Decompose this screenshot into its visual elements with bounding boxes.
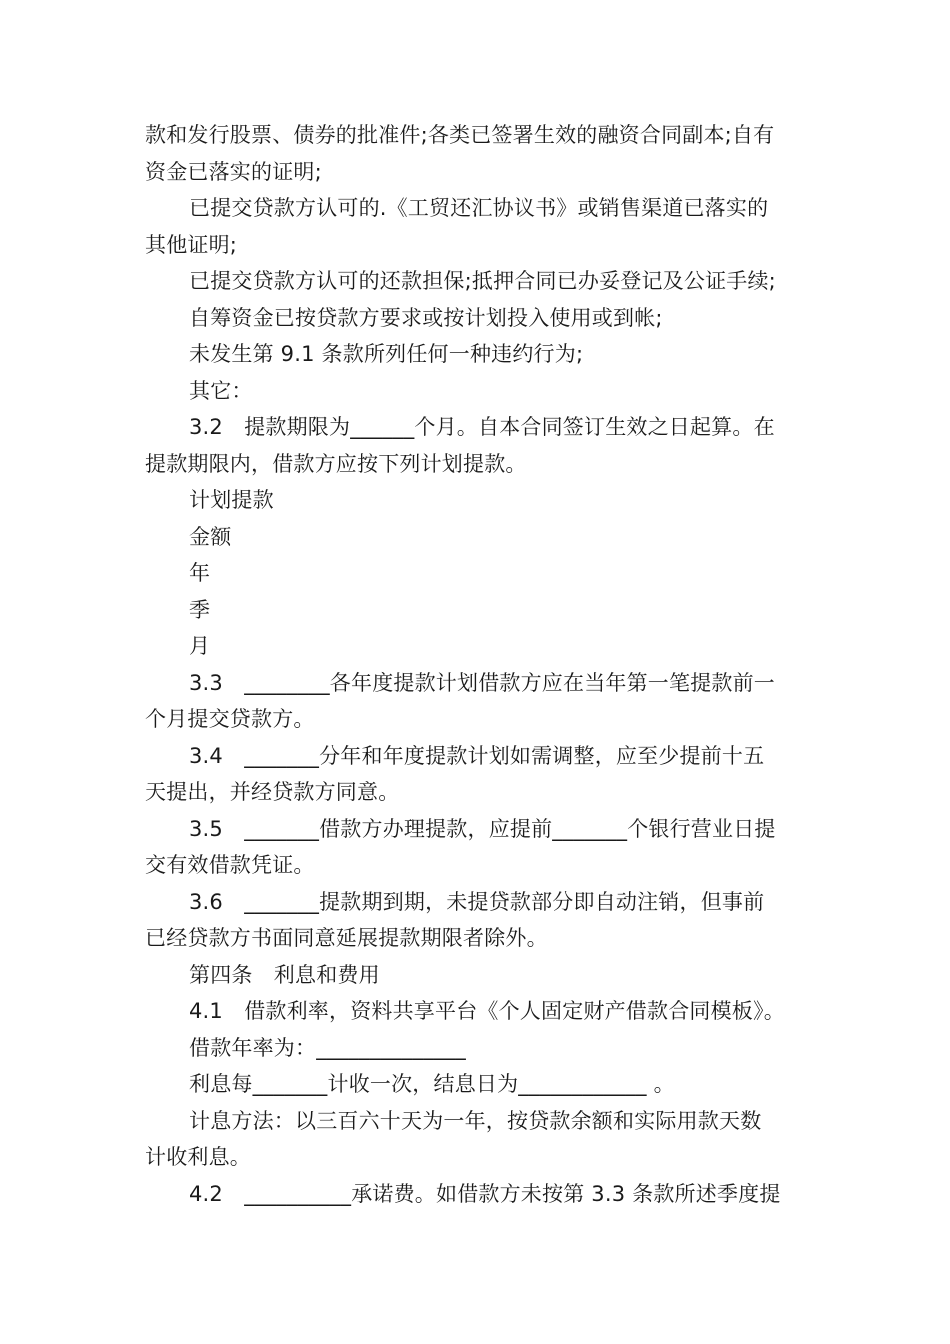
- text-line: 计收利息。: [145, 1145, 251, 1169]
- text-line: 已提交贷款方认可的.《工贸还汇协议书》或销售渠道已落实的: [189, 196, 769, 220]
- text-line: 计息方法：以三百六十天为一年，按贷款余额和实际用款天数: [189, 1108, 762, 1133]
- text-line: 交有效借款凭证。: [145, 853, 315, 877]
- text-line: 其它：: [189, 378, 253, 403]
- text-line: 4.1 借款利率，资料共享平台《个人固定财产借款合同模板》。: [189, 999, 785, 1023]
- text-line: 借款年率为：______________: [189, 1035, 466, 1060]
- text-line: 计划提款: [189, 488, 274, 512]
- text-line: 3.6 _______提款期到期，未提贷款部分即自动注销，但事前: [189, 889, 765, 914]
- text-line: 自筹资金已按贷款方要求或按计划投入使用或到帐;: [189, 305, 663, 330]
- text-line: 资金已落实的证明;: [145, 159, 322, 184]
- text-line: 个月提交贷款方。: [145, 707, 315, 731]
- text-line: 3.2 提款期限为______个月。自本合同签订生效之日起算。在: [189, 415, 775, 439]
- text-line: 其他证明;: [145, 232, 238, 257]
- text-line: 3.5 _______借款方办理提款，应提前_______个银行营业日提: [189, 816, 776, 841]
- text-line: 利息每_______计收一次，结息日为____________ 。: [189, 1072, 675, 1096]
- text-line: 第四条 利息和费用: [189, 962, 380, 987]
- text-line: 金额: [189, 524, 232, 549]
- text-line: 未发生第 9.1 条款所列任何一种违约行为;: [189, 342, 584, 366]
- text-line: 3.3 ________各年度提款计划借款方应在当年第一笔提款前一: [189, 670, 775, 695]
- text-line: 月: [189, 634, 211, 658]
- text-line: 年: [189, 561, 211, 585]
- text-line: 已经贷款方书面同意延展提款期限者除外。: [145, 926, 548, 950]
- text-line: 3.4 _______分年和年度提款计划如需调整，应至少提前十五: [189, 743, 765, 768]
- text-line: 提款期限内，借款方应按下列计划提款。: [145, 451, 527, 476]
- text-line: 天提出，并经贷款方同意。: [145, 780, 400, 804]
- document-body: [145, 117, 810, 1212]
- text-line: 季: [189, 597, 211, 622]
- text-line: 已提交贷款方认可的还款担保;抵押合同已办妥登记及公证手续;: [189, 269, 776, 293]
- text-line: 款和发行股票、债券的批准件;各类已签署生效的融资合同副本;自有: [145, 123, 775, 147]
- text-line: 4.2 __________承诺费。如借款方未按第 3.3 条款所述季度提: [189, 1181, 781, 1206]
